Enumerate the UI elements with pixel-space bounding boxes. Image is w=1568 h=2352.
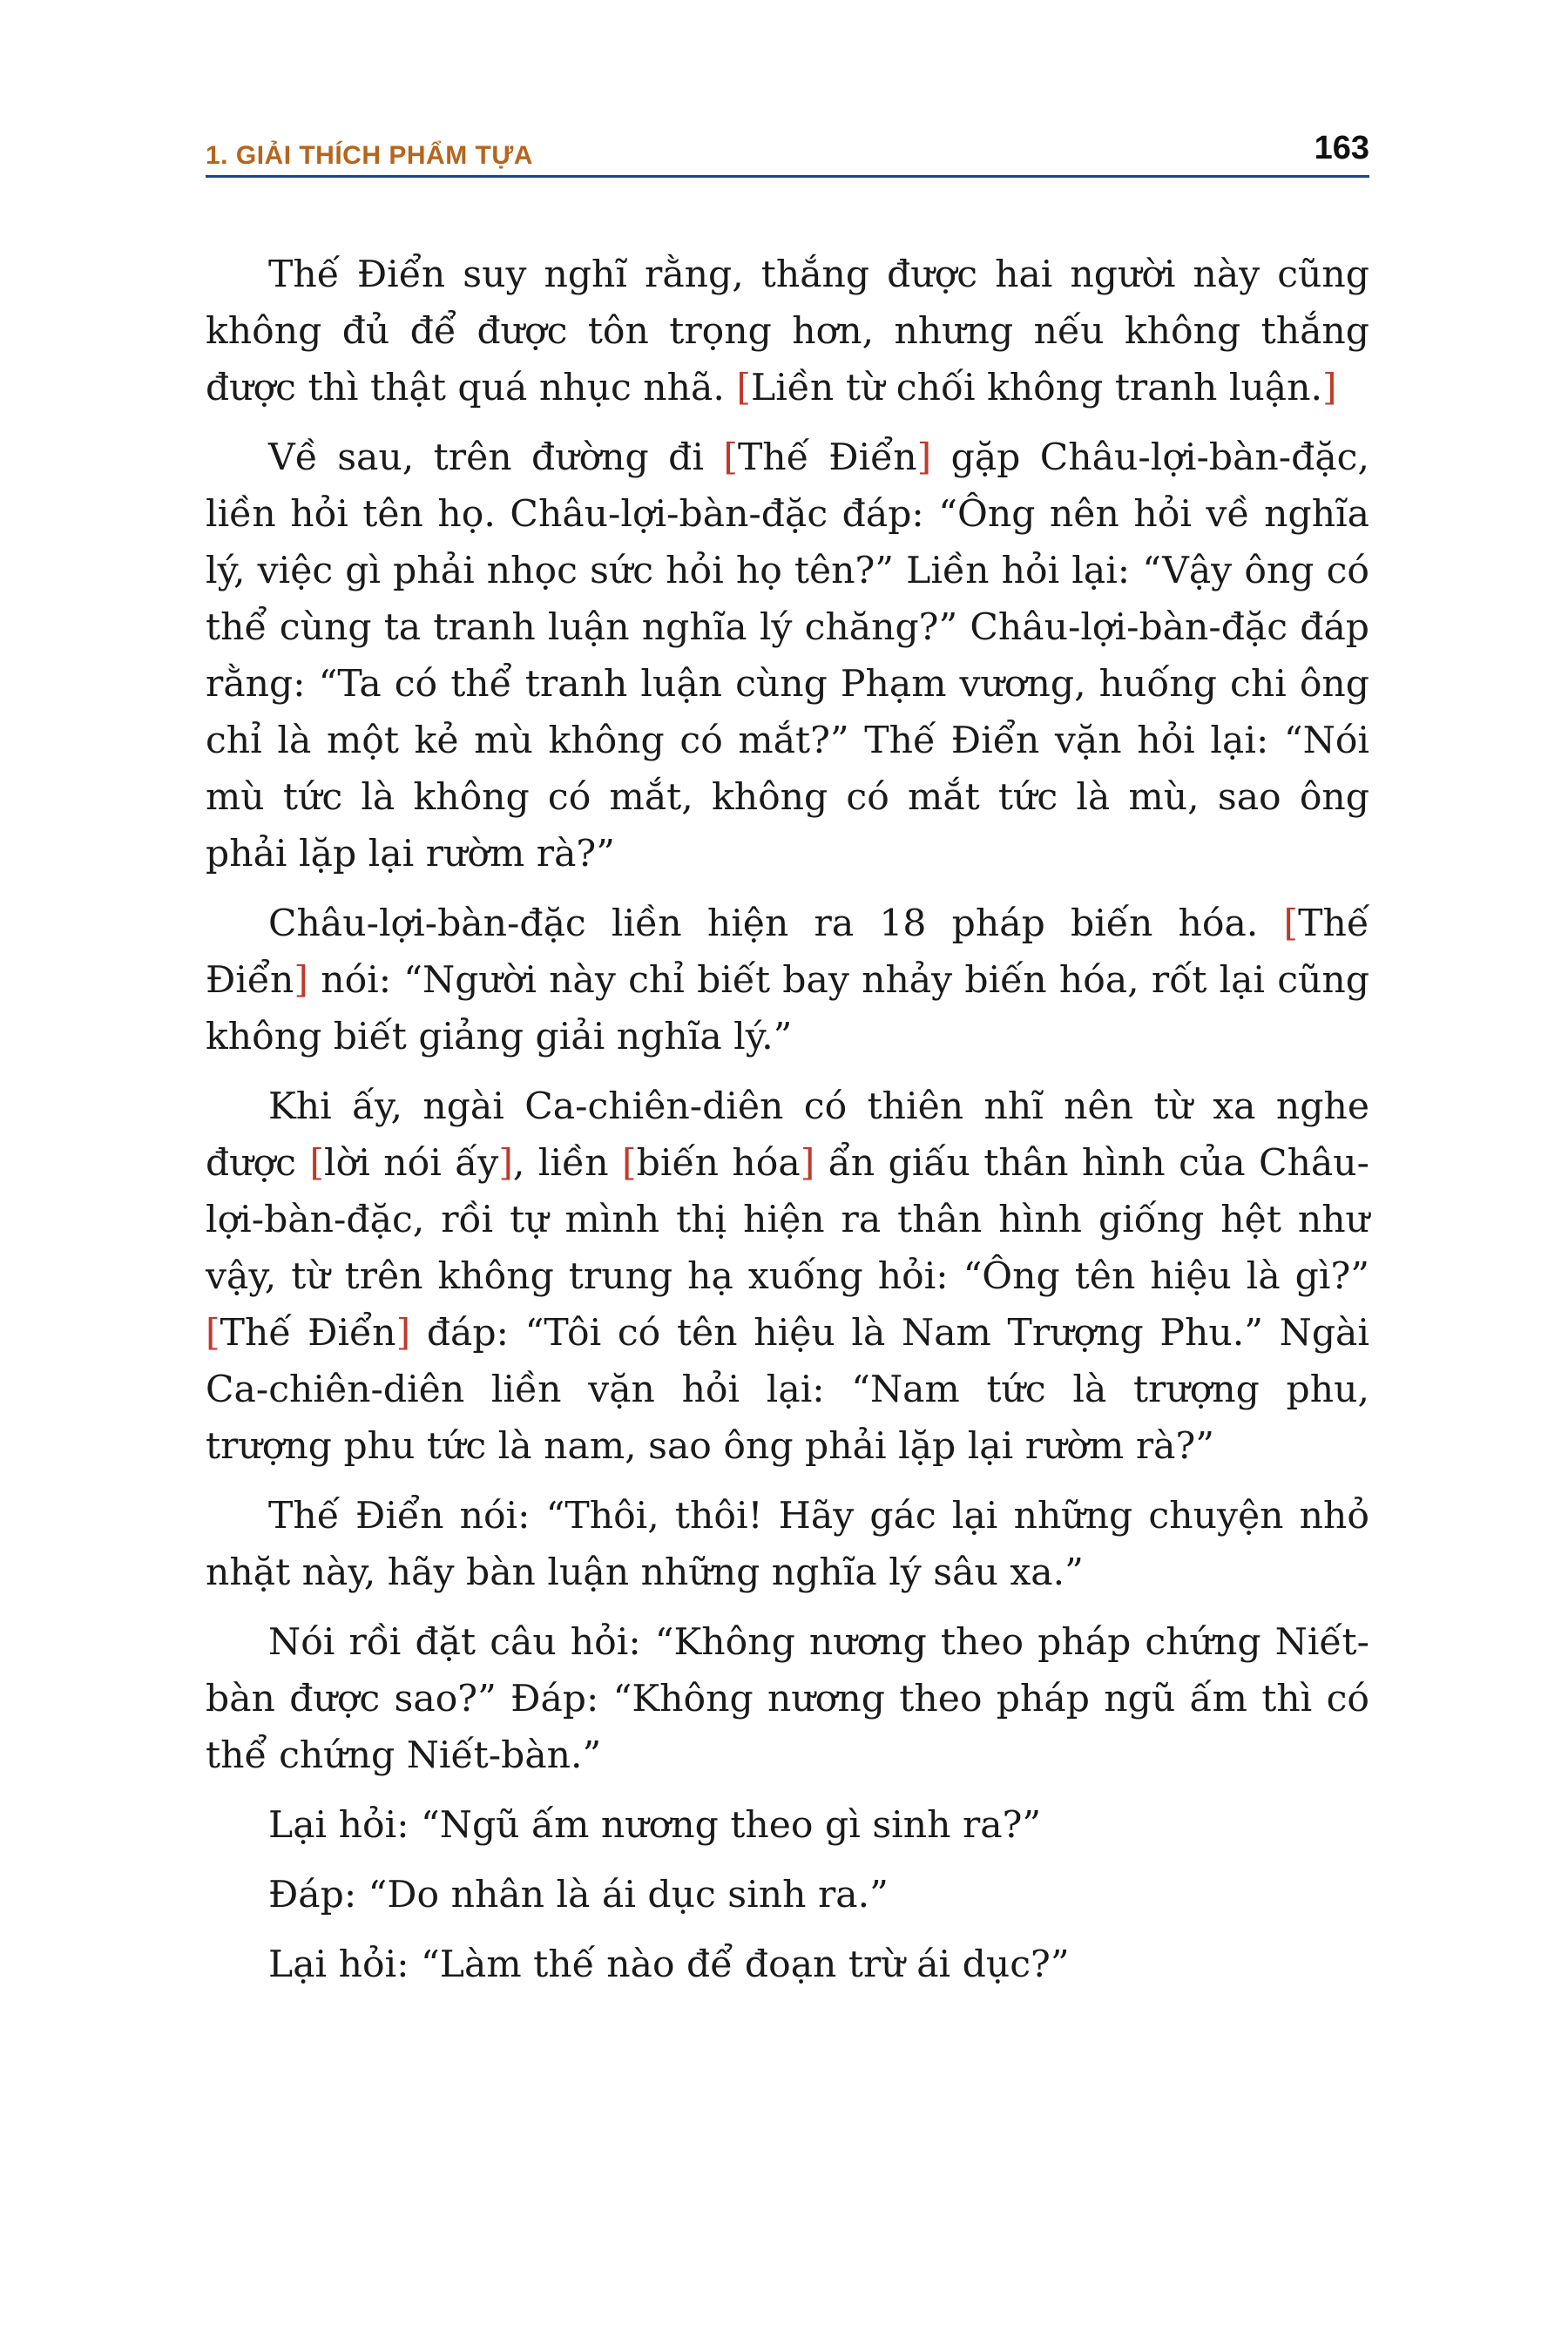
text-run: Nói rồi đặt câu hỏi: “Không nương theo pháp chứng Niết-bàn được sao?” Đáp: “Không nương theo pháp ngũ ấm thì có thể chứng Niết-bàn.”	[206, 1621, 1369, 1777]
editorial-bracket: ]	[916, 436, 932, 479]
paragraph	[206, 896, 1369, 1065]
text-run: Thế Điển	[206, 902, 1369, 1002]
editorial-bracket: ]	[800, 1142, 815, 1185]
text-run: Lại hỏi: “Làm thế nào để đoạn trừ ái dục?”	[268, 1943, 1070, 1986]
editorial-bracket: ]	[395, 1312, 411, 1355]
text-run: Thế Điển	[220, 1312, 396, 1355]
text-run: Thế Điển nói: “Thôi, thôi! Hãy gác lại những chuyện nhỏ nhặt này, hãy bàn luận những nghĩa lý sâu xa.”	[206, 1495, 1369, 1594]
editorial-bracket: [	[736, 367, 751, 409]
text-run: lời nói ấy	[324, 1142, 499, 1185]
editorial-bracket: ]	[498, 1142, 513, 1185]
editorial-bracket: [	[309, 1142, 325, 1185]
paragraph	[206, 1797, 1369, 1854]
editorial-bracket: [	[206, 1312, 220, 1355]
text-run: Liền từ chối không tranh luận.	[750, 367, 1323, 409]
text-run: , liền	[512, 1142, 623, 1185]
editorial-bracket: ]	[1322, 367, 1337, 409]
chapter-title: 1. GIẢI THÍCH PHẨM TỰA	[206, 141, 533, 170]
running-header	[206, 122, 1369, 176]
text-run: đáp: “Tôi có tên hiệu là Nam Trượng Phu.” Ngài Ca-chiên-diên liền vặn hỏi lại: “Nam tức là trượng phu, trượng phu tức là nam, sao ông phải lặp lại rườm rà?”	[206, 1312, 1369, 1468]
text-run: Lại hỏi: “Ngũ ấm nương theo gì sinh ra?”	[268, 1804, 1042, 1847]
page-number: 163	[1314, 130, 1369, 166]
text-run: gặp Châu-lợi-bàn-đặc, liền hỏi tên họ. Châu-lợi-bàn-đặc đáp: “Ông nên hỏi về nghĩa lý, việc gì phải nhọc sức hỏi họ tên?” Liền hỏi lại: “Vậy ông có thể cùng ta tranh luận nghĩa lý chăng?” Châu-lợi-bàn-đặc đáp rằng: “Ta có thể tranh luận cùng Phạm vương, huống chi ông chỉ là một kẻ mù không có mắt?” Thế Điển vặn hỏi lại: “Nói mù tức là không có mắt, không có mắt tức là mù, sao ông phải lặp lại rườm rà?”	[206, 436, 1369, 875]
paragraph	[206, 1936, 1369, 1993]
text-run: Thế Điển	[737, 436, 917, 479]
paragraph	[206, 247, 1369, 416]
paragraph	[206, 1614, 1369, 1784]
text-run: ẩn giấu thân hình của Châu-lợi-bàn-đặc, rồi tự mình thị hiện ra thân hình giống hệt như vậy, từ trên không trung hạ xuống hỏi: “Ông tên hiệu là gì?”	[206, 1142, 1370, 1298]
text-run: Khi ấy, ngài Ca-chiên-diên có thiên nhĩ nên từ xa nghe được	[206, 1085, 1369, 1185]
paragraph	[206, 1867, 1369, 1923]
editorial-bracket: [	[1283, 902, 1299, 945]
text-run: biến hóa	[636, 1142, 801, 1185]
editorial-bracket: [	[622, 1142, 637, 1185]
body-text	[206, 247, 1369, 2006]
text-run: Châu-lợi-bàn-đặc liền hiện ra 18 pháp biến hóa.	[268, 902, 1284, 945]
text-run: nói: “Người này chỉ biết bay nhảy biến hóa, rốt lại cũng không biết giảng giải nghĩa lý.”	[206, 959, 1369, 1058]
paragraph	[206, 1488, 1369, 1601]
text-run: Thế Điển suy nghĩ rằng, thắng được hai người này cũng không đủ để được tôn trọng hơn, nhưng nếu không thắng được thì thật quá nhục nhã.	[206, 253, 1369, 409]
text-run: Đáp: “Do nhân là ái dục sinh ra.”	[268, 1874, 889, 1916]
text-run: Về sau, trên đường đi	[268, 436, 724, 479]
editorial-bracket: [	[723, 436, 738, 479]
paragraph	[206, 429, 1369, 882]
editorial-bracket: ]	[294, 959, 309, 1002]
header-rule	[206, 175, 1369, 178]
paragraph	[206, 1078, 1369, 1475]
